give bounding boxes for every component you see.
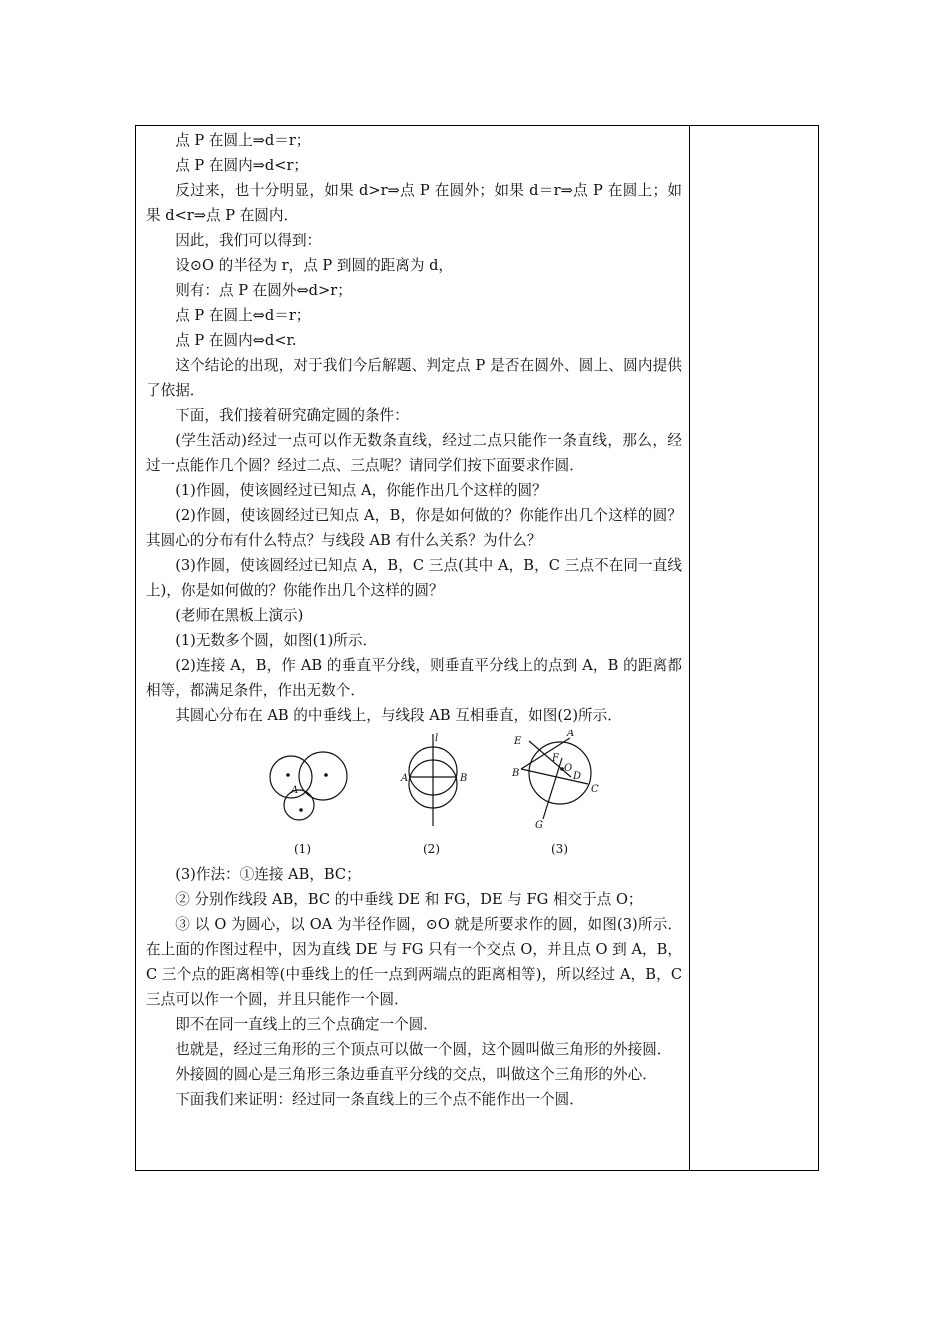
paragraph: (3)作法：①连接 AB，BC； — [175, 866, 361, 883]
paragraph: (1)无数多个圆，如图(1)所示． — [175, 632, 378, 649]
figure-1 — [270, 752, 347, 820]
paragraph: (1)作圆，使该圆经过已知点 A，你能作出几个这样的圆？ — [175, 482, 547, 499]
fig1-caption: (1) — [294, 842, 311, 856]
column-divider — [689, 126, 690, 1170]
paragraph: 也就是，经过三角形的三个顶点可以做一个圆，这个圆叫做三角形的外接圆． — [175, 1041, 672, 1058]
paragraph: ② 分别作线段 AB，BC 的中垂线 DE 和 FG，DE 与 FG 相交于点 O； — [175, 891, 643, 908]
paragraph: (3)作圆，使该圆经过已知点 A，B，C 三点(其中 A，B，C 三点不在同一直线上)，你是如何做的？你能作出几个这样的圆？ — [146, 557, 682, 599]
fig2-label-b: B — [460, 773, 468, 784]
fig3-segment-ab — [521, 738, 570, 769]
fig1-center-dot — [286, 773, 290, 777]
figure-2 — [409, 734, 457, 826]
paragraph: (2)作圆，使该圆经过已知点 A，B，你是如何做的？你能作出几个这样的圆？其圆心的分布有什么特点？与线段 AB 有什么关系？为什么？ — [146, 507, 682, 549]
fig3-bisector-fg — [543, 758, 562, 819]
paragraph: 反过来，也十分明显，如果 d>r⇒点 P 在圆外；如果 d＝r⇒点 P 在圆上；如果 d<r⇒点 P 在圆内． — [146, 182, 682, 224]
paragraph: 设⊙O 的半径为 r，点 P 到圆的距离为 d， — [175, 257, 454, 274]
fig1-circle-right — [299, 752, 347, 800]
fig3-label-d: D — [573, 771, 582, 782]
paragraph: 下面，我们接着研究确定圆的条件： — [175, 407, 409, 424]
fig3-label-g: G — [535, 820, 543, 831]
paragraph: 这个结论的出现，对于我们今后解题、判定点 P 是否在圆外、圆上、圆内提供了依据． — [146, 357, 682, 399]
paragraph: (学生活动)经过一点可以作无数条直线，经过二点只能作一条直线，那么，经过一点能作几个圆？经过二点、三点呢？请同学们按下面要求作圆． — [146, 432, 682, 474]
paragraph: (老师在黑板上演示) — [175, 607, 304, 624]
fig1-center-dot — [324, 773, 328, 777]
fig3-label-f: F — [552, 753, 559, 764]
fig3-caption: (3) — [551, 842, 568, 856]
geometry-figures — [146, 730, 682, 860]
paragraph: 外接圆的圆心是三角形三条边垂直平分线的交点，叫做这个三角形的外心． — [175, 1066, 657, 1083]
fig1-label-a: A — [291, 785, 299, 796]
fig1-circle-bottom — [284, 790, 314, 820]
fig2-label-a: A — [401, 773, 409, 784]
lesson-content — [146, 128, 682, 1112]
paragraph: 点 P 在圆上⇔d＝r； — [175, 307, 311, 324]
paragraph: 其圆心分布在 AB 的中垂线上，与线段 AB 互相垂直，如图(2)所示． — [175, 707, 622, 724]
paragraph: 即不在同一直线上的三个点确定一个圆． — [175, 1016, 438, 1033]
fig3-label-a: A — [567, 730, 575, 739]
figures-row — [146, 730, 682, 860]
paragraph: 下面我们来证明：经过同一条直线上的三个点不能作出一个圆． — [175, 1091, 584, 1108]
fig2-caption: (2) — [423, 842, 440, 856]
fig3-label-o: O — [564, 763, 573, 774]
fig2-label-l: l — [435, 733, 439, 744]
paragraph: (2)连接 A，B，作 AB 的垂直平分线，则垂直平分线上的点到 A，B 的距离都相等，都满足条件，作出无数个． — [146, 657, 682, 699]
fig3-label-c: C — [591, 784, 599, 795]
paragraph: 点 P 在圆上⇒d＝r； — [175, 132, 311, 149]
paragraph: 则有：点 P 在圆外⇔d>r； — [175, 282, 352, 299]
fig3-label-e: E — [514, 736, 522, 747]
paragraph: ③ 以 O 为圆心，以 OA 为半径作圆，⊙O 就是所要求作的圆，如图(3)所示．在上面的作图过程中，因为直线 DE 与 FG 只有一个交点 O，并且点 O 到 A，B，C 三个点的距离相等(中垂线上的任一点到两端点的距离相等)，所以经过 A，B，C 三点可以作一个圆，并且只能作一个圆． — [146, 916, 682, 1008]
paragraph: 点 P 在圆内⇔d<r. — [175, 332, 297, 349]
fig1-center-dot — [299, 808, 303, 812]
lesson-table — [135, 125, 819, 1171]
fig3-label-b: B — [512, 768, 520, 779]
paragraph: 因此，我们可以得到： — [175, 232, 322, 249]
paragraph: 点 P 在圆内⇒d<r； — [175, 157, 309, 174]
